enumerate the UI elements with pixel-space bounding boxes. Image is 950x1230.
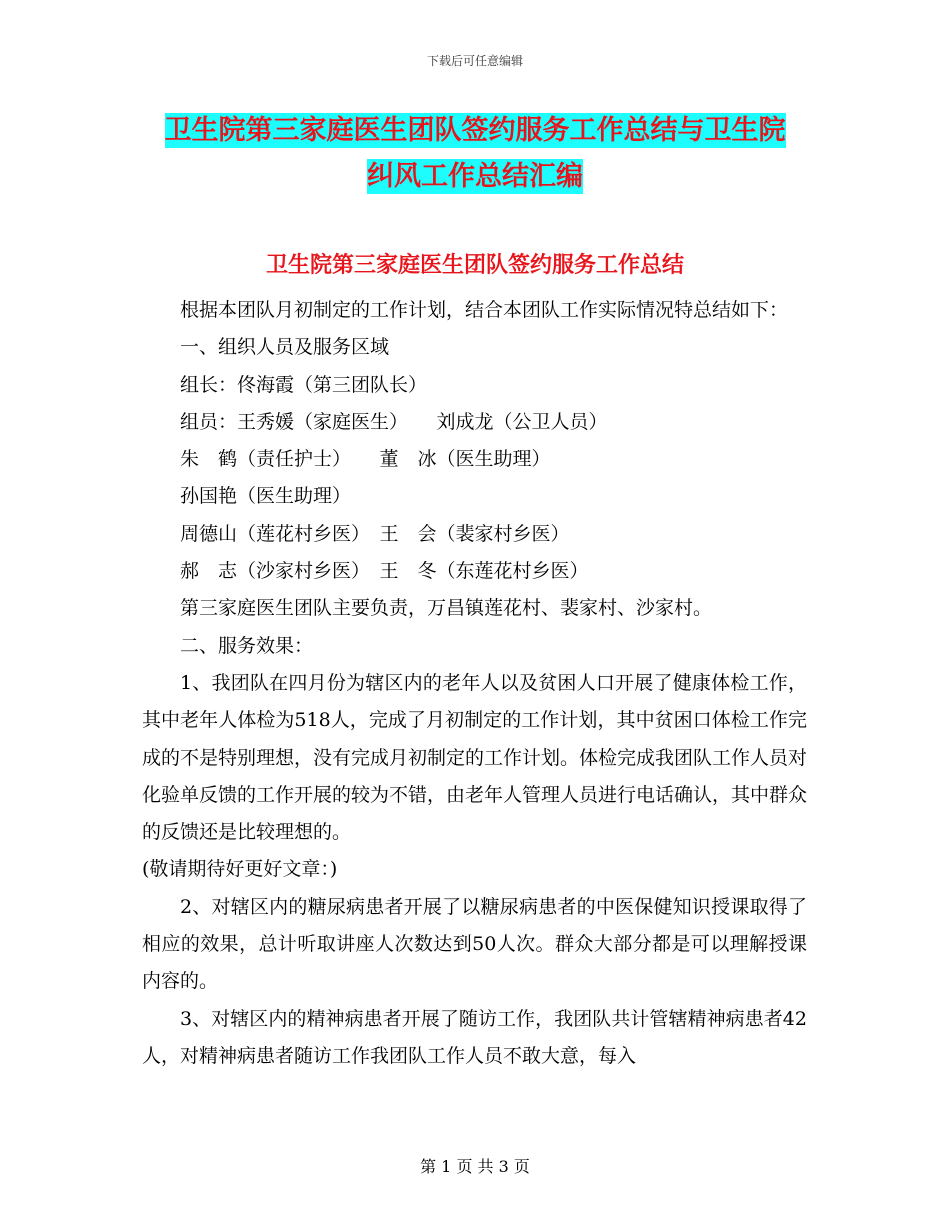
paragraph-intro: 根据本团队月初制定的工作计划，结合本团队工作实际情况特总结如下：	[180, 299, 789, 321]
document-title	[140, 108, 810, 200]
heading-service-effect: 二、服务效果：	[180, 634, 314, 657]
paragraph-item-2: 2、对辖区内的糖尿病患者开展了以糖尿病患者的中医保健知识授课取得了相应的效果，总计听取讲座人次数达到50人次。群众大部分都是可以理解授课内容的。	[142, 895, 807, 993]
heading-organization: 一、组织人员及服务区域	[180, 336, 390, 359]
page-number: 第 1 页 共 3 页	[420, 1157, 530, 1176]
paragraph-team-leader: 组长：佟海霞（第三团队长）	[180, 373, 428, 396]
paragraph-team-members: 孙国艳（医生助理）	[180, 485, 352, 508]
paragraph-item-1: 1、我团队在四月份为辖区内的老年人以及贫困人口开展了健康体检工作，其中老年人体检为518人，完成了月初制定的工作计划，其中贫困口体检工作完成的不是特别理想，没有完成月初制定的工作计划。体检完成我团队工作人员对化验单反馈的工作开展的较为不错，由老年人管理人员进行电话确认，其中群众的反馈还是比较理想的。	[142, 671, 808, 844]
document-title-line2: 纠风工作总结汇编	[367, 161, 583, 192]
header-note: 下载后可任意编辑	[426, 54, 523, 68]
paragraph-team-members: 组员：王秀媛（家庭医生） 刘成龙（公卫人员）	[180, 410, 608, 433]
paragraph-team-members: 朱 鹤（责任护士） 董 冰（医生助理）	[180, 448, 551, 471]
document-title-line1: 卫生院第三家庭医生团队签约服务工作总结与卫生院	[164, 115, 786, 146]
paragraph-team-members: 郝 志（沙家村乡医） 王 冬（东莲花村乡医）	[180, 560, 589, 583]
paragraph-note: (敬请期待好更好文章：)	[142, 858, 338, 881]
paragraph-team-members: 周德山（莲花村乡医） 王 会（裴家村乡医）	[180, 522, 570, 545]
paragraph-item-3: 3、对辖区内的精神病患者开展了随访工作，我团队共计管辖精神病患者42人，对精神病患者随访工作我团队工作人员不敢大意，每入	[142, 1007, 807, 1067]
paragraph-service-area: 第三家庭医生团队主要负责，万昌镇莲花村、裴家村、沙家村。	[180, 597, 713, 620]
document-body	[142, 292, 807, 1075]
section-title: 卫生院第三家庭医生团队签约服务工作总结	[265, 253, 684, 278]
